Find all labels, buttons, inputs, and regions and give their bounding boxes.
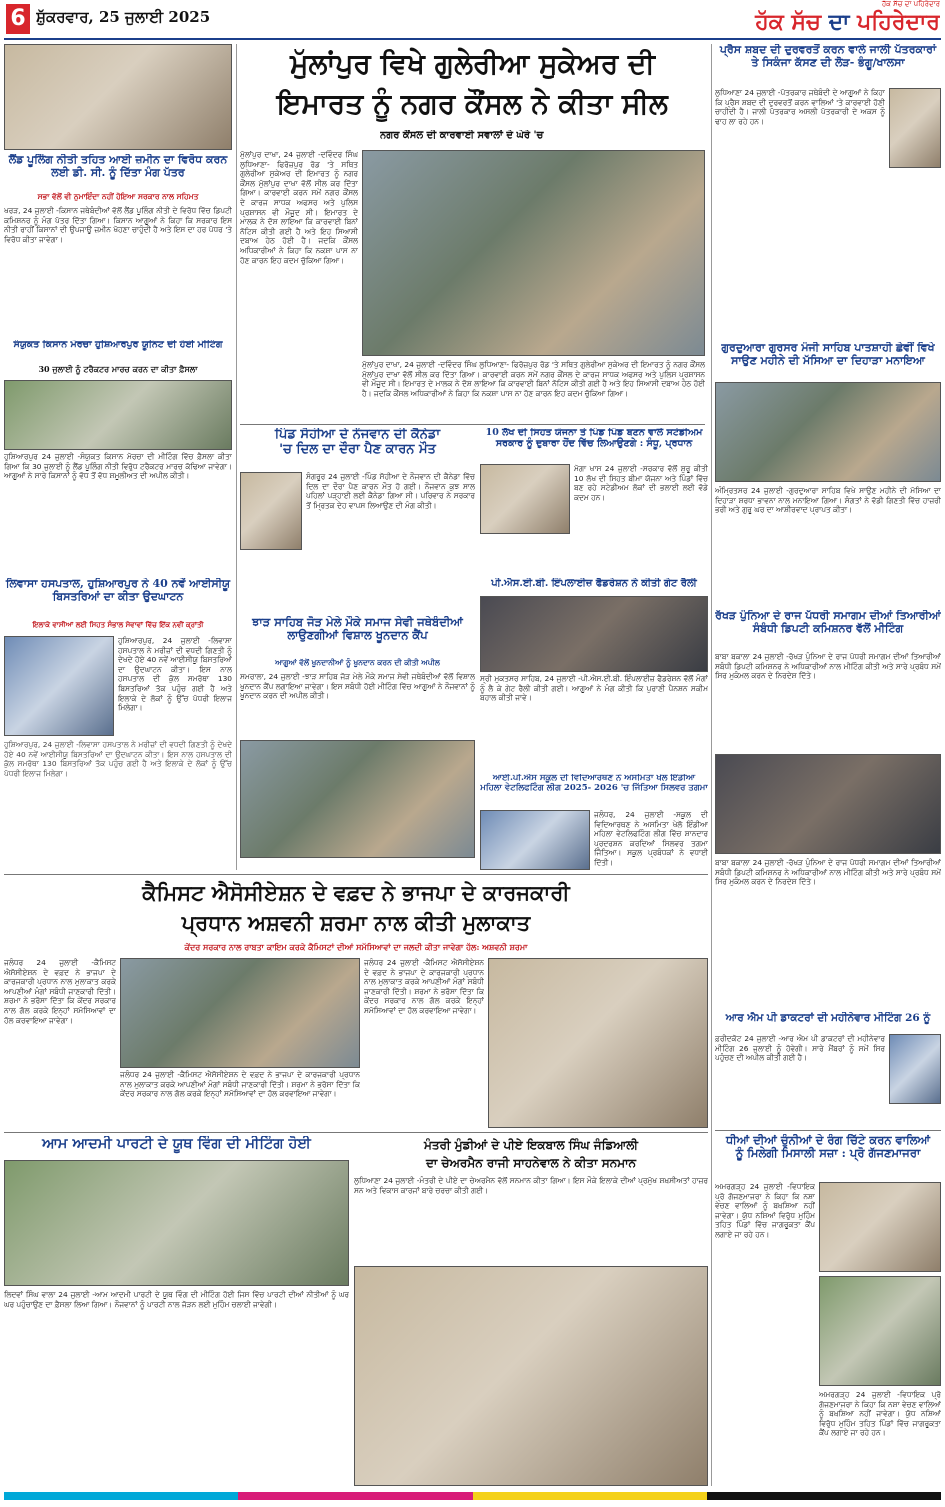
canada-death-headline: ਪਿੰਡ ਸੋਹੀਆ ਦੇ ਨੌਜਵਾਨ ਦੀ ਕੈਨੇਡਾ 'ਚ ਦਿਲ ਦਾ ਦੌਰਾ ਪੈਣ ਕਾਰਨ ਮੌਤ — [274, 428, 441, 457]
column-rule — [236, 44, 237, 870]
rmp-headline: ਆਰ ਐਮ ਪੀ ਡਾਕਟਰਾਂ ਦੀ ਮਹੀਨੇਵਾਰ ਮੀਟਿੰਗ 26 ਨੂੰ — [725, 1012, 931, 1024]
color-swatch-magenta — [238, 1492, 472, 1500]
dc-meeting-body: ਬਾਬਾ ਬਕਾਲਾ 24 ਜੁਲਾਈ -ਰੱਖੜ ਪੁੰਨਿਆ ਦੇ ਰਾਜ ਪੱਧਰੀ ਸਮਾਗਮ ਦੀਆਂ ਤਿਆਰੀਆਂ ਸਬੰਧੀ ਡਿਪਟੀ ਕਮਿਸ਼ਨਰ ਨੇ ਅਧਿਕਾਰੀਆਂ ਨਾਲ ਮੀਟਿੰਗ ਕੀਤੀ ਅਤੇ ਸਾਰੇ ਪ੍ਰਬੰਧ ਸਮੇਂ ਸਿਰ ਮੁਕੰਮਲ ਕਰਨ ਦੇ ਨਿਰਦੇਸ਼ ਦਿੱਤੇ। — [715, 652, 941, 681]
chemist-body-mid: ਜਲੰਧਰ 24 ਜੁਲਾਈ -ਕੈਮਿਸਟ ਐਸੋਸੀਏਸ਼ਨ ਦੇ ਵਫ਼ਦ ਨੇ ਭਾਜਪਾ ਦੇ ਕਾਰਜਕਾਰੀ ਪ੍ਰਧਾਨ ਨਾਲ ਮੁਲਾਕਾਤ ਕਰਕੇ ਆਪਣੀਆਂ ਮੰਗਾਂ ਸਬੰਧੀ ਜਾਣਕਾਰੀ ਦਿੱਤੀ। ਸ਼ਰਮਾ ਨੇ ਭਰੋਸਾ ਦਿੱਤਾ ਕਿ ਕੇਂਦਰ ਸਰਕਾਰ ਨਾਲ ਗੱਲ ਕਰਕੇ ਇਨ੍ਹਾਂ ਸਮੱਸਿਆਵਾਂ ਦਾ ਹੱਲ ਕਰਵਾਇਆ ਜਾਵੇਗਾ। — [120, 1070, 360, 1099]
lead-headline: ਮੁੱਲਾਂਪੁਰ ਵਿਖੇ ਗੁਲੇਰੀਆ ਸੁਕੇਅਰ ਦੀ ਇਮਾਰਤ ਨੂੰ ਨਗਰ ਕੌਂਸਲ ਨੇ ਕੀਤਾ ਸੀਲ — [277, 47, 668, 120]
aap-youth-photo — [4, 1160, 349, 1286]
hospital-body: ਹੁਸ਼ਿਆਰਪੁਰ, 24 ਜੁਲਾਈ -ਲਿਵਾਸਾ ਹਸਪਤਾਲ ਨੇ ਮਰੀਜ਼ਾਂ ਦੀ ਵਧਦੀ ਗਿਣਤੀ ਨੂੰ ਦੇਖਦੇ ਹੋਏ 40 ਨਵੇਂ ਆਈਸੀਯੂ ਬਿਸਤਰਿਆਂ ਦਾ ਉਦਘਾਟਨ ਕੀਤਾ। ਇਸ ਨਾਲ ਹਸਪਤਾਲ ਦੀ ਕੁੱਲ ਸਮਰੱਥਾ 130 ਬਿਸਤਰਿਆਂ ਤੱਕ ਪਹੁੰਚ ਗਈ ਹੈ ਅਤੇ ਇਲਾਕੇ ਦੇ ਲੋਕਾਂ ਨੂੰ ਉੱਚ ਪੱਧਰੀ ਇਲਾਜ ਮਿਲੇਗਾ। — [4, 740, 232, 778]
chemist-rule — [4, 874, 708, 875]
land-pooling-subhead: ਸਭਾ ਵੱਲੋਂ ਵੀ ਨੁਮਾਇੰਦਾ ਨਹੀਂ ਹੋਇਆ ਸਰਕਾਰ ਨਾਲ ਸਹਿਮਤ — [37, 192, 199, 201]
color-registration-bar — [4, 1492, 941, 1502]
weightlifting-photo — [480, 810, 590, 870]
lead-subhead: ਨਗਰ ਕੌਂਸਲ ਦੀ ਕਾਰਵਾਈ ਸਵਾਲਾਂ ਦੇ ਘੇਰੇ 'ਚ — [380, 130, 544, 141]
kisan-morcha-subhead: 30 ਜੁਲਾਈ ਨੂੰ ਟਰੈਕਟਰ ਮਾਰਚ ਕਰਨ ਦਾ ਕੀਤਾ ਫ਼ੈਸਲਾ — [38, 364, 198, 374]
canada-death-photo — [240, 472, 302, 550]
chemist-body-left: ਜਲੰਧਰ 24 ਜੁਲਾਈ -ਕੈਮਿਸਟ ਐਸੋਸੀਏਸ਼ਨ ਦੇ ਵਫ਼ਦ ਨੇ ਭਾਜਪਾ ਦੇ ਕਾਰਜਕਾਰੀ ਪ੍ਰਧਾਨ ਨਾਲ ਮੁਲਾਕਾਤ ਕਰਕੇ ਆਪਣੀਆਂ ਮੰਗਾਂ ਸਬੰਧੀ ਜਾਣਕਾਰੀ ਦਿੱਤੀ। ਸ਼ਰਮਾ ਨੇ ਭਰੋਸਾ ਦਿੱਤਾ ਕਿ ਕੇਂਦਰ ਸਰਕਾਰ ਨਾਲ ਗੱਲ ਕਰਕੇ ਇਨ੍ਹਾਂ ਸਮੱਸਿਆਵਾਂ ਦਾ ਹੱਲ ਕਰਵਾਇਆ ਜਾਵੇਗਾ। — [4, 958, 116, 1025]
drugs-photo — [819, 1182, 941, 1272]
lead-body-continued: ਮੁੱਲਾਂਪੁਰ ਦਾਖਾ, 24 ਜੁਲਾਈ -ਦਵਿੰਦਰ ਸਿੰਘ ਲੁਧਿਆਣਾ- ਫਿਰੋਜ਼ਪੁਰ ਰੋਡ 'ਤੇ ਸਥਿਤ ਗੁਲੇਰੀਆ ਸੁਕੇਅਰ ਦੀ ਇਮਾਰਤ ਨੂੰ ਨਗਰ ਕੌਂਸਲ ਮੁੱਲਾਂਪੁਰ ਦਾਖਾ ਵੱਲੋਂ ਸੀਲ ਕਰ ਦਿੱਤਾ ਗਿਆ। ਕਾਰਵਾਈ ਕਰਨ ਸਮੇਂ ਨਗਰ ਕੌਂਸਲ ਦੇ ਕਾਰਜ ਸਾਧਕ ਅਫਸਰ ਅਤੇ ਪੁਲਿਸ ਪ੍ਰਸ਼ਾਸਨ ਵੀ ਮੌਜੂਦ ਸੀ। ਇਮਾਰਤ ਦੇ ਮਾਲਕ ਨੇ ਦੋਸ਼ ਲਾਇਆ ਕਿ ਕਾਰਵਾਈ ਬਿਨਾਂ ਨੋਟਿਸ ਕੀਤੀ ਗਈ ਹੈ ਅਤੇ ਇਹ ਸਿਆਸੀ ਦਬਾਅ ਹੇਠ ਹੋਈ ਹੈ। ਜਦਕਿ ਕੌਂਸਲ ਅਧਿਕਾਰੀਆਂ ਨੇ ਕਿਹਾ ਕਿ ਨਕਸ਼ਾ ਪਾਸ ਨਾ ਹੋਣ ਕਾਰਨ ਇਹ ਕਦਮ ਚੁੱਕਿਆ ਗਿਆ। — [362, 360, 705, 398]
honour-photo — [354, 1266, 708, 1486]
gurdwara-headline: ਗੁਰਦੁਆਰਾ ਗੁਰਸਰ ਮੰਜੀ ਸਾਹਿਬ ਪਾਤਸ਼ਾਹੀ ਛੇਵੀਂ ਵਿਖੇ ਸਾਉਣ ਮਹੀਨੇ ਦੀ ਮੱਸਿਆ ਦਾ ਦਿਹਾੜਾ ਮਨਾਇਆ — [721, 342, 935, 367]
drugs-body: ਅਮਰਗੜ੍ਹ 24 ਜੁਲਾਈ -ਵਿਧਾਇਕ ਪ੍ਰੋ ਗੱਜਣਮਾਜਰਾ ਨੇ ਕਿਹਾ ਕਿ ਨਸ਼ਾ ਵੇਚਣ ਵਾਲਿਆਂ ਨੂੰ ਬਖ਼ਸ਼ਿਆ ਨਹੀਂ ਜਾਵੇਗਾ। ਯੁੱਧ ਨਸ਼ਿਆਂ ਵਿਰੁੱਧ ਮੁਹਿੰਮ ਤਹਿਤ ਪਿੰਡਾਂ ਵਿੱਚ ਜਾਗਰੂਕਤਾ ਕੈਂਪ ਲਗਾਏ ਜਾ ਰਹੇ ਹਨ। — [715, 1182, 815, 1239]
hospital-subhead: ਇਲਾਕੇ ਵਾਸੀਆਂ ਲਈ ਸਿਹਤ ਸੰਭਾਲ ਸੇਵਾਵਾਂ ਵਿੱਚ ਇੱਕ ਨਵੀਂ ਕ੍ਰਾਂਤੀ — [32, 620, 204, 629]
drugs-photo-2 — [819, 1276, 941, 1386]
color-swatch-black — [707, 1492, 941, 1500]
blood-camp-headline: ਝਾੜ ਸਾਹਿਬ ਜੋੜ ਮੇਲੇ ਮੌਕੇ ਸਮਾਜ ਸੇਵੀ ਜਥੇਬੰਦੀਆਂ ਲਾਉਣਗੀਆਂ ਵਿਸ਼ਾਲ ਖੂਨਦਾਨ ਕੈਂਪ — [252, 616, 463, 643]
right-column-rule — [711, 44, 712, 1486]
lead-rule — [240, 424, 705, 425]
gurdwara-photo — [715, 382, 941, 482]
kisan-morcha-photo — [4, 380, 232, 450]
masthead-title: ਹੱਕ ਸੱਚ ਦਾ ਪਹਿਰੇਦਾਰ — [755, 9, 940, 35]
drugs-headline: ਧੀਆਂ ਦੀਆਂ ਚੁੰਨੀਆਂ ਦੇ ਰੰਗ ਚਿੱਟੇ ਕਰਨ ਵਾਲਿਆਂ ਨੂੰ ਮਿਲੇਗੀ ਮਿਸਾਲੀ ਸਜ਼ਾ : ਪ੍ਰੋ ਗੱਜਣਮਾਜਰਾ — [725, 1134, 931, 1161]
drugs-body-continued: ਅਮਰਗੜ੍ਹ 24 ਜੁਲਾਈ -ਵਿਧਾਇਕ ਪ੍ਰੋ ਗੱਜਣਮਾਜਰਾ ਨੇ ਕਿਹਾ ਕਿ ਨਸ਼ਾ ਵੇਚਣ ਵਾਲਿਆਂ ਨੂੰ ਬਖ਼ਸ਼ਿਆ ਨਹੀਂ ਜਾਵੇਗਾ। ਯੁੱਧ ਨਸ਼ਿਆਂ ਵਿਰੁੱਧ ਮੁਹਿੰਮ ਤਹਿਤ ਪਿੰਡਾਂ ਵਿੱਚ ਜਾਗਰੂਕਤਾ ਕੈਂਪ ਲਗਾਏ ਜਾ ਰਹੇ ਹਨ। — [819, 1390, 941, 1438]
chemist-headline: ਕੈਮਿਸਟ ਐਸੋਸੀਏਸ਼ਨ ਦੇ ਵਫ਼ਦ ਨੇ ਭਾਜਪਾ ਦੇ ਕਾਰਜਕਾਰੀ ਪ੍ਰਧਾਨ ਅਸ਼ਵਨੀ ਸ਼ਰਮਾ ਨਾਲ ਕੀਤੀ ਮੁਲਾਕਾਤ — [142, 880, 570, 935]
stadium-photo — [480, 464, 570, 534]
stadium-body: ਮੋਗਾ ਖਾਸ 24 ਜੁਲਾਈ -ਸਰਕਾਰ ਵੱਲੋਂ ਸ਼ੁਰੂ ਕੀਤੀ 10 ਲੱਖ ਦੀ ਸਿਹਤ ਬੀਮਾ ਯੋਜਨਾ ਅਤੇ ਪਿੰਡਾਂ ਵਿੱਚ ਬਣ ਰਹੇ ਸਟੇਡੀਅਮ ਲੋਕਾਂ ਦੀ ਭਲਾਈ ਲਈ ਵੱਡੇ ਕਦਮ ਹਨ। — [574, 464, 708, 502]
chemist-photo-2 — [488, 958, 708, 1128]
blood-camp-subhead: ਆਗੂਆਂ ਵੱਲੋਂ ਖੂਨਦਾਨੀਆਂ ਨੂੰ ਖੂਨਦਾਨ ਕਰਨ ਦੀ ਕੀਤੀ ਅਪੀਲ — [275, 658, 440, 667]
masthead — [690, 0, 940, 36]
stadium-headline: 10 ਲੱਖ ਦੀ ਸਿਹਤ ਯੋਜਨਾ ਤੇ ਪਿੰਡ ਪਿੰਡ ਬਣਨ ਵਾਲੇ ਸਟੇਡੀਅਮ ਸਰਕਾਰ ਨੂੰ ਦੁਬਾਰਾ ਹੋਂਦ ਵਿੱਚ ਲਿਆਉਣਗੇ : ਸੰਧੂ, ਪ੍ਰਧਾਨ — [485, 428, 703, 449]
aap-youth-headline: ਆਮ ਆਦਮੀ ਪਾਰਟੀ ਦੇ ਯੂਥ ਵਿੰਗ ਦੀ ਮੀਟਿੰਗ ਹੋਈ — [42, 1136, 311, 1152]
blood-camp-photo — [240, 740, 475, 858]
chemist-body-right: ਜਲੰਧਰ 24 ਜੁਲਾਈ -ਕੈਮਿਸਟ ਐਸੋਸੀਏਸ਼ਨ ਦੇ ਵਫ਼ਦ ਨੇ ਭਾਜਪਾ ਦੇ ਕਾਰਜਕਾਰੀ ਪ੍ਰਧਾਨ ਨਾਲ ਮੁਲਾਕਾਤ ਕਰਕੇ ਆਪਣੀਆਂ ਮੰਗਾਂ ਸਬੰਧੀ ਜਾਣਕਾਰੀ ਦਿੱਤੀ। ਸ਼ਰਮਾ ਨੇ ਭਰੋਸਾ ਦਿੱਤਾ ਕਿ ਕੇਂਦਰ ਸਰਕਾਰ ਨਾਲ ਗੱਲ ਕਰਕੇ ਇਨ੍ਹਾਂ ਸਮੱਸਿਆਵਾਂ ਦਾ ਹੱਲ ਕਰਵਾਇਆ ਜਾਵੇਗਾ। — [364, 958, 484, 1015]
gate-rally-photo — [480, 596, 708, 672]
aap-youth-body: ਲਿਦਵਾਂ ਸਿੰਘ ਵਾਲਾ 24 ਜੁਲਾਈ -ਆਮ ਆਦਮੀ ਪਾਰਟੀ ਦੇ ਯੂਥ ਵਿੰਗ ਦੀ ਮੀਟਿੰਗ ਹੋਈ ਜਿਸ ਵਿੱਚ ਪਾਰਟੀ ਦੀਆਂ ਨੀਤੀਆਂ ਨੂੰ ਘਰ ਘਰ ਪਹੁੰਚਾਉਣ ਦਾ ਫ਼ੈਸਲਾ ਲਿਆ ਗਿਆ। ਨੌਜਵਾਨਾਂ ਨੂੰ ਪਾਰਟੀ ਨਾਲ ਜੋੜਨ ਲਈ ਮੁਹਿੰਮ ਚਲਾਈ ਜਾਵੇਗੀ। — [4, 1290, 349, 1309]
dc-meeting-body-continued: ਬਾਬਾ ਬਕਾਲਾ 24 ਜੁਲਾਈ -ਰੱਖੜ ਪੁੰਨਿਆ ਦੇ ਰਾਜ ਪੱਧਰੀ ਸਮਾਗਮ ਦੀਆਂ ਤਿਆਰੀਆਂ ਸਬੰਧੀ ਡਿਪਟੀ ਕਮਿਸ਼ਨਰ ਨੇ ਅਧਿਕਾਰੀਆਂ ਨਾਲ ਮੀਟਿੰਗ ਕੀਤੀ ਅਤੇ ਸਾਰੇ ਪ੍ਰਬੰਧ ਸਮੇਂ ਸਿਰ ਮੁਕੰਮਲ ਕਰਨ ਦੇ ਨਿਰਦੇਸ਼ ਦਿੱਤੇ। — [715, 858, 941, 887]
gurdwara-body: ਅੰਮ੍ਰਿਤਸਰ 24 ਜੁਲਾਈ -ਗੁਰਦੁਆਰਾ ਸਾਹਿਬ ਵਿਖੇ ਸਾਉਣ ਮਹੀਨੇ ਦੀ ਮੱਸਿਆ ਦਾ ਦਿਹਾੜਾ ਸ਼ਰਧਾ ਭਾਵਨਾ ਨਾਲ ਮਨਾਇਆ ਗਿਆ। ਸੰਗਤਾਂ ਨੇ ਵੱਡੀ ਗਿਣਤੀ ਵਿੱਚ ਹਾਜ਼ਰੀ ਭਰੀ ਅਤੇ ਗੁਰੂ ਘਰ ਦਾ ਆਸ਼ੀਰਵਾਦ ਪ੍ਰਾਪਤ ਕੀਤਾ। — [715, 486, 941, 515]
bottom-right-rule — [715, 1130, 941, 1131]
lead-photo — [362, 150, 705, 356]
press-body: ਲੁਧਿਆਣਾ 24 ਜੁਲਾਈ -ਪੱਤਰਕਾਰ ਜਥੇਬੰਦੀ ਦੇ ਆਗੂਆਂ ਨੇ ਕਿਹਾ ਕਿ ਪ੍ਰੈਸ ਸ਼ਬਦ ਦੀ ਦੁਰਵਰਤੋਂ ਕਰਨ ਵਾਲਿਆਂ 'ਤੇ ਕਾਰਵਾਈ ਹੋਣੀ ਚਾਹੀਦੀ ਹੈ। ਜਾਲੀ ਪੱਤਰਕਾਰ ਅਸਲੀ ਪੱਤਰਕਾਰੀ ਦੇ ਅਕਸ ਨੂੰ ਢਾਹ ਲਾ ਰਹੇ ਹਨ। — [715, 88, 885, 126]
press-headline: ਪ੍ਰੈਸ ਸ਼ਬਦ ਦੀ ਦੁਰਵਰਤੋਂ ਕਰਨ ਵਾਲੇ ਜਾਲੀ ਪੱਤਰਕਾਰਾਂ ਤੇ ਸਿਕੰਜਾ ਕੱਸਣ ਦੀ ਲੋੜ- ਭੰਗੂ/ਖਾਲਸਾ — [719, 44, 937, 69]
kisan-morcha-body: ਹੁਸ਼ਿਆਰਪੁਰ 24 ਜੁਲਾਈ -ਸੰਯੁਕਤ ਕਿਸਾਨ ਮੋਰਚਾ ਦੀ ਮੀਟਿੰਗ ਵਿੱਚ ਫ਼ੈਸਲਾ ਕੀਤਾ ਗਿਆ ਕਿ 30 ਜੁਲਾਈ ਨੂੰ ਲੈਂਡ ਪੂਲਿੰਗ ਨੀਤੀ ਵਿਰੁੱਧ ਟਰੈਕਟਰ ਮਾਰਚ ਕੱਢਿਆ ਜਾਵੇਗਾ। ਆਗੂਆਂ ਨੇ ਸਾਰੇ ਕਿਸਾਨਾਂ ਨੂੰ ਵੱਧ ਤੋਂ ਵੱਧ ਸ਼ਮੂਲੀਅਤ ਦੀ ਅਪੀਲ ਕੀਤੀ। — [4, 452, 232, 481]
memorandum-photo — [4, 44, 232, 150]
gate-rally-body: ਸ੍ਰੀ ਮੁਕਤਸਰ ਸਾਹਿਬ, 24 ਜੁਲਾਈ -ਪੀ.ਐਸ.ਈ.ਬੀ. ਇੰਪਲਾਈਜ਼ ਫੈਡਰੇਸ਼ਨ ਵੱਲੋਂ ਮੰਗਾਂ ਨੂੰ ਲੈ ਕੇ ਗੇਟ ਰੈਲੀ ਕੀਤੀ ਗਈ। ਆਗੂਆਂ ਨੇ ਮੰਗ ਕੀਤੀ ਕਿ ਪੁਰਾਣੀ ਪੈਨਸ਼ਨ ਸਕੀਮ ਬਹਾਲ ਕੀਤੀ ਜਾਵੇ। — [480, 674, 708, 703]
page-number: 6 — [6, 4, 30, 34]
rmp-body: ਫ਼ਰੀਦਕੋਟ 24 ਜੁਲਾਈ -ਆਰ ਐਮ ਪੀ ਡਾਕਟਰਾਂ ਦੀ ਮਹੀਨੇਵਾਰ ਮੀਟਿੰਗ 26 ਜੁਲਾਈ ਨੂੰ ਹੋਵੇਗੀ। ਸਾਰੇ ਮੈਂਬਰਾਂ ਨੂੰ ਸਮੇਂ ਸਿਰ ਪਹੁੰਚਣ ਦੀ ਅਪੀਲ ਕੀਤੀ ਗਈ ਹੈ। — [715, 1034, 885, 1063]
honour-body: ਲੁਧਿਆਣਾ 24 ਜੁਲਾਈ -ਮੰਤਰੀ ਦੇ ਪੀਏ ਦਾ ਚੇਅਰਮੈਨ ਵੱਲੋਂ ਸਨਮਾਨ ਕੀਤਾ ਗਿਆ। ਇਸ ਮੌਕੇ ਇਲਾਕੇ ਦੀਆਂ ਪ੍ਰਮੁੱਖ ਸ਼ਖ਼ਸੀਅਤਾਂ ਹਾਜ਼ਰ ਸਨ ਅਤੇ ਵਿਕਾਸ ਕਾਰਜਾਂ ਬਾਰੇ ਚਰਚਾ ਕੀਤੀ ਗਈ। — [354, 1176, 708, 1195]
press-photo — [889, 88, 941, 168]
land-pooling-body: ਖਰੜ, 24 ਜੁਲਾਈ -ਕਿਸਾਨ ਜਥੇਬੰਦੀਆਂ ਵੱਲੋਂ ਲੈਂਡ ਪੂਲਿੰਗ ਨੀਤੀ ਦੇ ਵਿਰੋਧ ਵਿੱਚ ਡਿਪਟੀ ਕਮਿਸ਼ਨਰ ਨੂੰ ਮੰਗ ਪੱਤਰ ਦਿੱਤਾ ਗਿਆ। ਕਿਸਾਨ ਆਗੂਆਂ ਨੇ ਕਿਹਾ ਕਿ ਸਰਕਾਰ ਇਸ ਨੀਤੀ ਰਾਹੀਂ ਕਿਸਾਨਾਂ ਦੀ ਉਪਜਾਊ ਜ਼ਮੀਨ ਖੋਹਣਾ ਚਾਹੁੰਦੀ ਹੈ ਅਤੇ ਇਸ ਦਾ ਹਰ ਪੱਧਰ 'ਤੇ ਵਿਰੋਧ ਕੀਤਾ ਜਾਵੇਗਾ। — [4, 206, 232, 244]
bottom-rule — [4, 1132, 708, 1133]
hospital-headline: ਲਿਵਾਸਾ ਹਸਪਤਾਲ, ਹੁਸ਼ਿਆਰਪੁਰ ਨੇ 40 ਨਵੇਂ ਆਈਸੀਯੂ ਬਿਸਤਰਿਆਂ ਦਾ ਕੀਤਾ ਉਦਘਾਟਨ — [5, 578, 231, 603]
header-rule — [4, 38, 941, 40]
hospital-body-right: ਹੁਸ਼ਿਆਰਪੁਰ, 24 ਜੁਲਾਈ -ਲਿਵਾਸਾ ਹਸਪਤਾਲ ਨੇ ਮਰੀਜ਼ਾਂ ਦੀ ਵਧਦੀ ਗਿਣਤੀ ਨੂੰ ਦੇਖਦੇ ਹੋਏ 40 ਨਵੇਂ ਆਈਸੀਯੂ ਬਿਸਤਰਿਆਂ ਦਾ ਉਦਘਾਟਨ ਕੀਤਾ। ਇਸ ਨਾਲ ਹਸਪਤਾਲ ਦੀ ਕੁੱਲ ਸਮਰੱਥਾ 130 ਬਿਸਤਰਿਆਂ ਤੱਕ ਪਹੁੰਚ ਗਈ ਹੈ ਅਤੇ ਇਲਾਕੇ ਦੇ ਲੋਕਾਂ ਨੂੰ ਉੱਚ ਪੱਧਰੀ ਇਲਾਜ ਮਿਲੇਗਾ। — [118, 636, 232, 713]
chemist-subhead: ਕੇਂਦਰ ਸਰਕਾਰ ਨਾਲ ਰਾਬਤਾ ਕਾਇਮ ਕਰਕੇ ਕੈਮਿਸਟਾਂ ਦੀਆਂ ਸਮੱਸਿਆਵਾਂ ਦਾ ਜਲਦੀ ਕੀਤਾ ਜਾਵੇਗਾ ਹੱਲ: ਅਸ਼ਵਨੀ ਸ਼ਰਮਾ — [184, 942, 528, 952]
color-swatch-cyan — [4, 1492, 238, 1500]
hospital-photo — [4, 636, 114, 736]
kisan-morcha-headline: ਸੰਯੁਕਤ ਕਿਸਾਨ ਮੋਰਚਾ ਹੁਸ਼ਿਆਰਪੁਰ ਯੂਨਿਟ ਦੀ ਹੋਈ ਮੀਟਿੰਗ — [13, 340, 223, 350]
land-pooling-headline: ਲੈਂਡ ਪੂਲਿੰਗ ਨੀਤੀ ਤਹਿਤ ਆਈ ਜ਼ਮੀਨ ਦਾ ਵਿਰੋਧ ਕਰਨ ਲਈ ਡੀ. ਸੀ. ਨੂੰ ਦਿੱਤਾ ਮੰਗ ਪੱਤਰ — [8, 154, 228, 179]
blood-camp-body: ਸਮਰਾਲਾ, 24 ਜੁਲਾਈ -ਝਾੜ ਸਾਹਿਬ ਜੋੜ ਮੇਲੇ ਮੌਕੇ ਸਮਾਜ ਸੇਵੀ ਜਥੇਬੰਦੀਆਂ ਵੱਲੋਂ ਵਿਸ਼ਾਲ ਖੂਨਦਾਨ ਕੈਂਪ ਲਗਾਇਆ ਜਾਵੇਗਾ। ਇਸ ਸਬੰਧੀ ਹੋਈ ਮੀਟਿੰਗ ਵਿੱਚ ਆਗੂਆਂ ਨੇ ਨੌਜਵਾਨਾਂ ਨੂੰ ਖੂਨਦਾਨ ਕਰਨ ਦੀ ਅਪੀਲ ਕੀਤੀ। — [240, 672, 475, 701]
canada-death-body: ਸੰਗਰੂਰ 24 ਜੁਲਾਈ -ਪਿੰਡ ਸੋਹੀਆ ਦੇ ਨੌਜਵਾਨ ਦੀ ਕੈਨੇਡਾ ਵਿੱਚ ਦਿਲ ਦਾ ਦੌਰਾ ਪੈਣ ਕਾਰਨ ਮੌਤ ਹੋ ਗਈ। ਨੌਜਵਾਨ ਕੁਝ ਸਾਲ ਪਹਿਲਾਂ ਪੜ੍ਹਾਈ ਲਈ ਕੈਨੇਡਾ ਗਿਆ ਸੀ। ਪਰਿਵਾਰ ਨੇ ਸਰਕਾਰ ਤੋਂ ਮ੍ਰਿਤਕ ਦੇਹ ਵਾਪਸ ਲਿਆਉਣ ਦੀ ਮੰਗ ਕੀਤੀ। — [306, 472, 475, 510]
weightlifting-body: ਜਲੰਧਰ, 24 ਜੁਲਾਈ -ਸਕੂਲ ਦੀ ਵਿਦਿਆਰਥਣ ਨੇ ਅਸਮਿਤਾ ਖੇਲੋ ਇੰਡੀਆ ਮਹਿਲਾ ਵੇਟਲਿਫਟਿੰਗ ਲੀਗ ਵਿੱਚ ਸ਼ਾਨਦਾਰ ਪ੍ਰਦਰਸ਼ਨ ਕਰਦਿਆਂ ਸਿਲਵਰ ਤਗਮਾ ਜਿੱਤਿਆ। ਸਕੂਲ ਪ੍ਰਬੰਧਕਾਂ ਨੇ ਵਧਾਈ ਦਿੱਤੀ। — [594, 810, 708, 867]
rmp-photo — [889, 1034, 941, 1104]
dc-meeting-headline: ਰੱਖੜ ਪੁੰਨਿਆ ਦੇ ਰਾਜ ਪੱਧਰੀ ਸਮਾਗਮ ਦੀਆਂ ਤਿਆਰੀਆਂ ਸੰਬੰਧੀ ਡਿਪਟੀ ਕਮਿਸ਼ਨਰ ਵੱਲੋਂ ਮੀਟਿੰਗ — [715, 610, 941, 635]
lead-body: ਮੁੱਲਾਂਪੁਰ ਦਾਖਾ, 24 ਜੁਲਾਈ -ਦਵਿੰਦਰ ਸਿੰਘ ਲੁਧਿਆਣਾ- ਫਿਰੋਜ਼ਪੁਰ ਰੋਡ 'ਤੇ ਸਥਿਤ ਗੁਲੇਰੀਆ ਸੁਕੇਅਰ ਦੀ ਇਮਾਰਤ ਨੂੰ ਨਗਰ ਕੌਂਸਲ ਮੁੱਲਾਂਪੁਰ ਦਾਖਾ ਵੱਲੋਂ ਸੀਲ ਕਰ ਦਿੱਤਾ ਗਿਆ। ਕਾਰਵਾਈ ਕਰਨ ਸਮੇਂ ਨਗਰ ਕੌਂਸਲ ਦੇ ਕਾਰਜ ਸਾਧਕ ਅਫਸਰ ਅਤੇ ਪੁਲਿਸ ਪ੍ਰਸ਼ਾਸਨ ਵੀ ਮੌਜੂਦ ਸੀ। ਇਮਾਰਤ ਦੇ ਮਾਲਕ ਨੇ ਦੋਸ਼ ਲਾਇਆ ਕਿ ਕਾਰਵਾਈ ਬਿਨਾਂ ਨੋਟਿਸ ਕੀਤੀ ਗਈ ਹੈ ਅਤੇ ਇਹ ਸਿਆਸੀ ਦਬਾਅ ਹੇਠ ਹੋਈ ਹੈ। ਜਦਕਿ ਕੌਂਸਲ ਅਧਿਕਾਰੀਆਂ ਨੇ ਕਿਹਾ ਕਿ ਨਕਸ਼ਾ ਪਾਸ ਨਾ ਹੋਣ ਕਾਰਨ ਇਹ ਕਦਮ ਚੁੱਕਿਆ ਗਿਆ। — [240, 150, 358, 265]
weightlifting-headline: ਆਈ.ਪੀ.ਐਸ ਸਕੂਲ ਦੀ ਵਿਦਿਆਰਥਣ ਨੇ ਅਸਮਿਤਾ ਖੇਲੋ ਇੰਡੀਆ ਮਹਿਲਾ ਵੇਟਲਿਫਟਿੰਗ ਲੀਗ 2025- 2026 'ਚ ਜਿੱਤਿਆ ਸਿਲਵਰ ਤਗਮਾ — [480, 774, 708, 793]
color-swatch-yellow — [473, 1492, 707, 1500]
dc-meeting-photo — [715, 754, 941, 854]
masthead-tagline: ਹੱਕ ਸੱਚ ਦਾ ਪਹਿਰੇਦਾਰ — [881, 0, 940, 8]
issue-date: ਸ਼ੁੱਕਰਵਾਰ, 25 ਜੁਲਾਈ 2025 — [36, 8, 211, 26]
gate-rally-headline: ਪੀ.ਐਸ.ਈ.ਬੀ. ਇੰਪਲਾਈਜ਼ ਫੈਡਰੇਸ਼ਨ ਨੇ ਕੀਤੀ ਗੇਟ ਰੈਲੀ — [491, 578, 697, 589]
chemist-photo — [120, 958, 360, 1068]
honour-headline: ਮੰਤਰੀ ਮੁੰਡੀਆਂ ਦੇ ਪੀਏ ਇਕਬਾਲ ਸਿੰਘ ਜੰਡਿਆਲੀ ਦਾ ਚੇਅਰਮੈਨ ਰਾਜੀ ਸਾਹਨੇਵਾਲ ਨੇ ਕੀਤਾ ਸਨਮਾਨ — [423, 1138, 639, 1170]
